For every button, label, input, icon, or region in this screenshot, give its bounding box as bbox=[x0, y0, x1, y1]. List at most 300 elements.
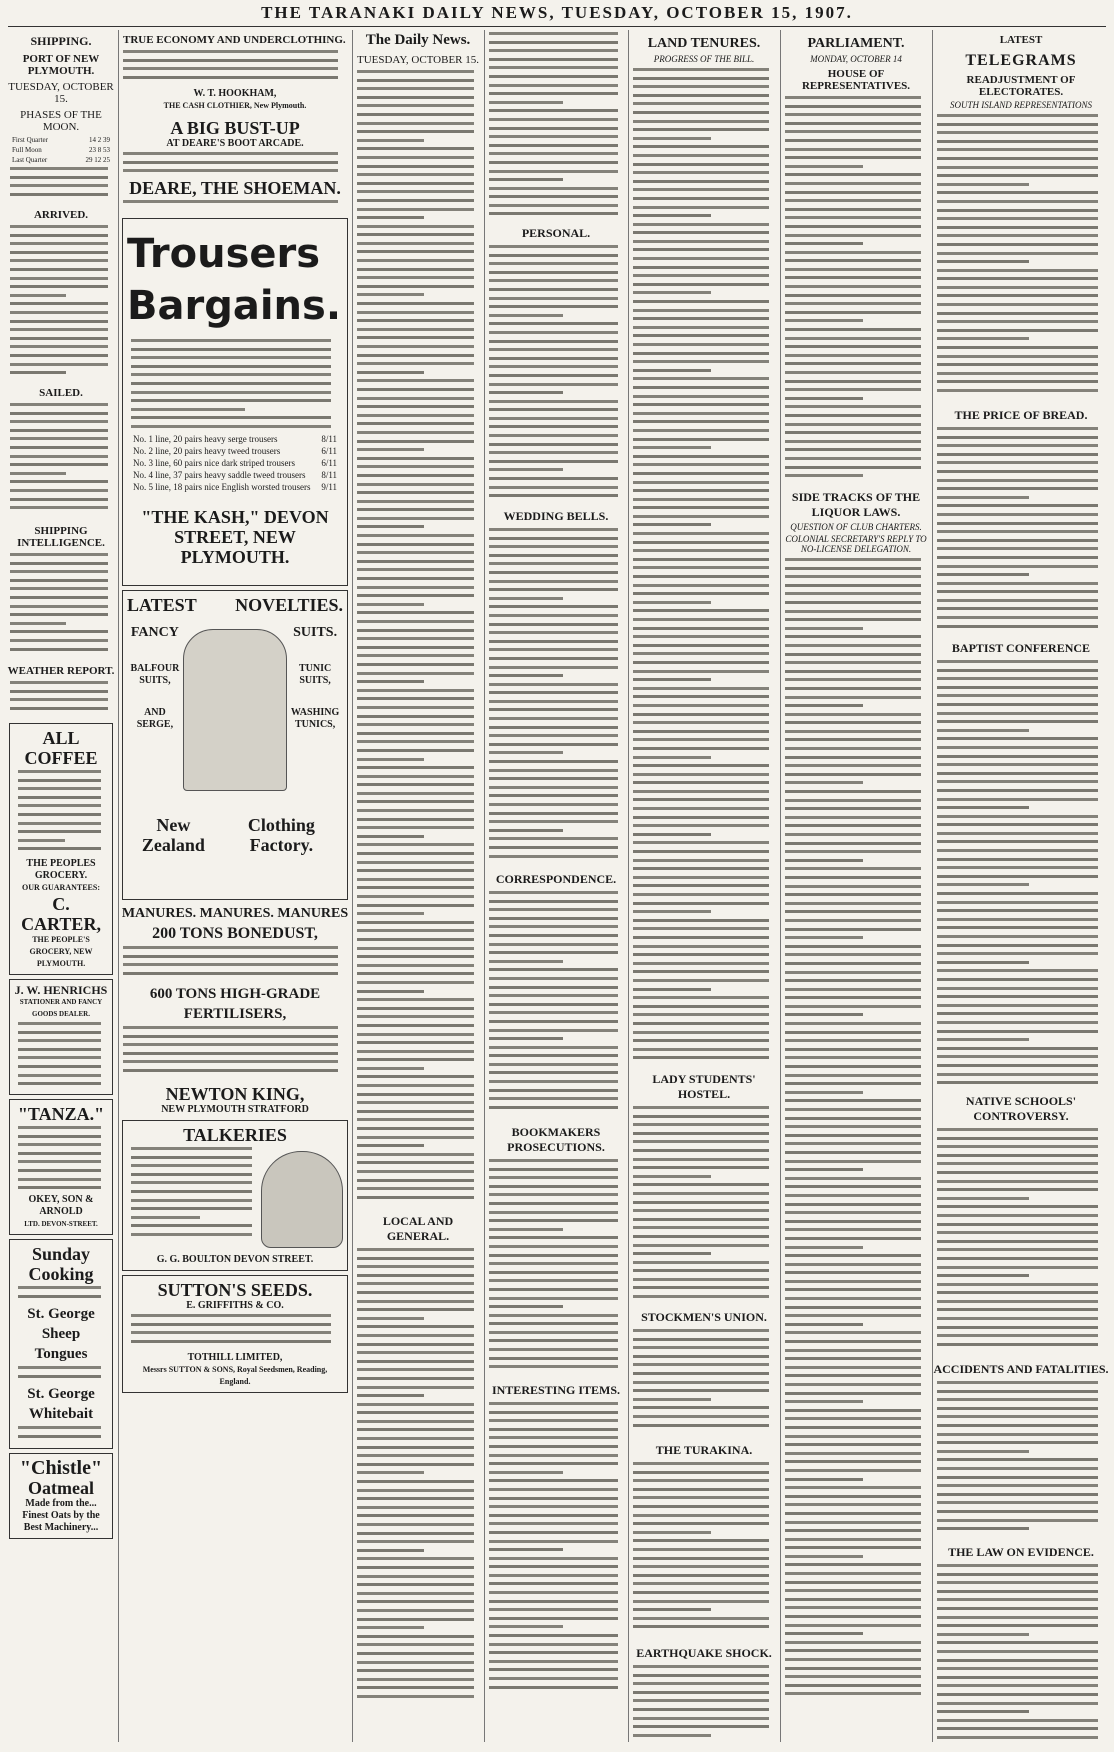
text-line bbox=[785, 779, 863, 788]
text-line bbox=[357, 687, 474, 696]
date-line: TUESDAY, OCTOBER 15. bbox=[8, 81, 114, 105]
text-line bbox=[785, 223, 921, 232]
text-line bbox=[633, 874, 769, 883]
text-line bbox=[489, 260, 618, 269]
text-line bbox=[489, 1623, 563, 1632]
text-line bbox=[785, 300, 921, 309]
text-line bbox=[633, 135, 711, 144]
text-line bbox=[10, 696, 108, 705]
text-line bbox=[357, 541, 474, 550]
text-line bbox=[357, 927, 474, 936]
oatmeal-title: Oatmeal bbox=[28, 1478, 94, 1498]
text-line bbox=[937, 215, 1098, 224]
text-line bbox=[633, 607, 769, 616]
text-line bbox=[489, 906, 618, 915]
text-line bbox=[489, 1243, 618, 1252]
text-line bbox=[10, 191, 108, 200]
text-line bbox=[633, 1259, 769, 1268]
text-line bbox=[785, 891, 921, 900]
text-line bbox=[489, 295, 618, 304]
text-line bbox=[785, 1364, 921, 1373]
text-line bbox=[937, 597, 1098, 606]
text-line bbox=[357, 1280, 474, 1289]
text-line bbox=[357, 317, 474, 326]
text-line bbox=[937, 459, 1098, 468]
text-line bbox=[489, 406, 618, 415]
text-line bbox=[633, 1353, 769, 1362]
text-line bbox=[131, 1179, 252, 1188]
text-line bbox=[131, 1312, 331, 1321]
text-line bbox=[489, 941, 618, 950]
text-line bbox=[937, 224, 1098, 233]
text-line bbox=[489, 458, 618, 467]
text-line bbox=[633, 1147, 769, 1156]
text-line bbox=[633, 307, 769, 316]
text-line bbox=[937, 605, 1098, 614]
body-text bbox=[629, 1104, 779, 1304]
text-line bbox=[489, 603, 618, 612]
text-line bbox=[937, 387, 1098, 396]
text-line bbox=[633, 126, 769, 135]
text-line bbox=[633, 719, 769, 728]
text-line bbox=[937, 1238, 1098, 1247]
text-line bbox=[357, 919, 474, 928]
text-line bbox=[937, 727, 1029, 736]
text-line bbox=[633, 83, 769, 92]
text-line bbox=[633, 1037, 769, 1046]
text-line bbox=[357, 231, 474, 240]
body-text bbox=[933, 112, 1109, 402]
text-line bbox=[937, 353, 1098, 362]
text-line bbox=[357, 661, 474, 670]
text-line bbox=[489, 116, 618, 125]
text-line bbox=[489, 338, 618, 347]
text-line bbox=[489, 277, 618, 286]
text-line bbox=[633, 143, 769, 152]
text-line bbox=[785, 1433, 921, 1442]
text-line bbox=[937, 425, 1098, 434]
text-line bbox=[633, 1199, 769, 1208]
text-line bbox=[633, 1361, 769, 1370]
evidence-heading: THE LAW ON EVIDENCE. bbox=[948, 1545, 1094, 1559]
text-line bbox=[633, 547, 769, 556]
text-line bbox=[357, 979, 474, 988]
text-line bbox=[357, 945, 474, 954]
text-line bbox=[489, 484, 618, 493]
text-line bbox=[785, 728, 921, 737]
text-line bbox=[785, 412, 921, 421]
text-line bbox=[633, 436, 769, 445]
text-line bbox=[937, 477, 1098, 486]
text-line bbox=[937, 1126, 1098, 1135]
text-line bbox=[131, 346, 331, 355]
text-line bbox=[10, 401, 108, 410]
text-line bbox=[937, 1341, 1098, 1350]
text-line bbox=[633, 582, 769, 591]
text-line bbox=[18, 1072, 101, 1081]
text-line bbox=[131, 1214, 200, 1223]
text-line bbox=[633, 1387, 769, 1396]
text-line bbox=[357, 867, 474, 876]
text-line bbox=[937, 494, 1029, 503]
text-line bbox=[633, 92, 769, 101]
text-line bbox=[785, 189, 921, 198]
text-line bbox=[357, 309, 474, 318]
text-line bbox=[633, 1003, 769, 1012]
text-line bbox=[633, 246, 769, 255]
text-line bbox=[489, 1027, 618, 1036]
text-line bbox=[785, 822, 921, 831]
text-line bbox=[785, 1063, 921, 1072]
text-line bbox=[10, 343, 108, 352]
text-line bbox=[489, 1295, 618, 1304]
text-line bbox=[633, 169, 769, 178]
text-line bbox=[18, 1293, 101, 1302]
text-line bbox=[489, 784, 618, 793]
text-line bbox=[785, 1072, 921, 1081]
text-line bbox=[633, 754, 711, 763]
text-line bbox=[357, 1667, 474, 1676]
body-text bbox=[485, 1400, 627, 1700]
text-line bbox=[937, 1195, 1029, 1204]
text-line bbox=[633, 470, 769, 479]
chistle-title: "Chistle" bbox=[19, 1457, 103, 1479]
text-line bbox=[18, 802, 101, 811]
text-line bbox=[937, 744, 1098, 753]
okey-sub: LTD. DEVON-STREET. bbox=[24, 1220, 98, 1228]
text-line bbox=[10, 232, 108, 241]
text-line bbox=[357, 1590, 474, 1599]
text-line bbox=[937, 1508, 1098, 1517]
text-line bbox=[123, 65, 338, 74]
text-line bbox=[131, 1222, 252, 1231]
text-line bbox=[357, 395, 474, 404]
text-line bbox=[937, 1010, 1098, 1019]
text-line bbox=[937, 1717, 1098, 1726]
accidents-heading: ACCIDENTS AND FATALITIES. bbox=[933, 1362, 1109, 1376]
text-line bbox=[633, 1020, 769, 1029]
text-line bbox=[357, 1082, 474, 1091]
text-line bbox=[785, 1209, 921, 1218]
body-text bbox=[14, 1020, 108, 1090]
text-line bbox=[357, 678, 424, 687]
text-line bbox=[937, 284, 1098, 293]
text-line bbox=[489, 552, 618, 561]
text-line bbox=[937, 623, 1098, 632]
text-line bbox=[357, 1358, 474, 1367]
text-line bbox=[489, 1044, 618, 1053]
tanza-ad bbox=[9, 1099, 113, 1235]
carter-sub: THE PEOPLE'S GROCERY, NEW PLYMOUTH. bbox=[29, 935, 93, 968]
body-text bbox=[353, 68, 483, 1208]
text-line bbox=[633, 487, 769, 496]
text-line bbox=[489, 1260, 618, 1269]
text-line bbox=[937, 1062, 1098, 1071]
text-line bbox=[357, 334, 474, 343]
made-from: Made from the... Finest Oats by the Best Machinery... bbox=[22, 1498, 100, 1533]
text-line bbox=[785, 616, 921, 625]
text-line bbox=[937, 1517, 1098, 1526]
text-line bbox=[489, 441, 618, 450]
text-line bbox=[10, 240, 108, 249]
text-line bbox=[633, 650, 769, 659]
text-line bbox=[785, 1218, 921, 1227]
text-line bbox=[633, 315, 769, 324]
text-line bbox=[937, 301, 1098, 310]
text-line bbox=[937, 692, 1098, 701]
text-line bbox=[489, 398, 618, 407]
side-tracks-heading: SIDE TRACKS OF THE LIQUOR LAWS. bbox=[791, 490, 921, 519]
text-line bbox=[357, 1564, 474, 1573]
text-line bbox=[357, 1073, 474, 1082]
text-line bbox=[131, 363, 331, 372]
text-line bbox=[10, 369, 66, 378]
text-line bbox=[785, 1450, 921, 1459]
text-line bbox=[785, 573, 921, 582]
text-line bbox=[633, 676, 711, 685]
text-line bbox=[489, 1183, 618, 1192]
text-line bbox=[633, 539, 769, 548]
text-line bbox=[357, 962, 474, 971]
text-line bbox=[357, 1246, 474, 1255]
text-line bbox=[489, 64, 618, 73]
text-line bbox=[357, 1676, 474, 1685]
text-line bbox=[357, 197, 474, 206]
text-line bbox=[785, 1338, 921, 1347]
text-line bbox=[357, 94, 474, 103]
text-line bbox=[633, 1276, 769, 1285]
text-line bbox=[785, 146, 921, 155]
text-line bbox=[10, 679, 108, 688]
text-line bbox=[489, 466, 563, 475]
text-line bbox=[123, 1067, 338, 1076]
text-line bbox=[18, 837, 65, 846]
text-line bbox=[937, 830, 1098, 839]
text-line bbox=[937, 1439, 1098, 1448]
text-line bbox=[785, 711, 921, 720]
text-line bbox=[633, 367, 711, 376]
text-line bbox=[489, 1277, 618, 1286]
text-line bbox=[489, 612, 618, 621]
text-line bbox=[785, 283, 921, 292]
text-line bbox=[489, 932, 618, 941]
text-line bbox=[357, 489, 474, 498]
text-line bbox=[937, 1525, 1029, 1534]
text-line bbox=[489, 1426, 618, 1435]
text-line bbox=[489, 1486, 618, 1495]
text-line bbox=[10, 620, 66, 629]
text-line bbox=[633, 1606, 711, 1615]
text-line bbox=[357, 1538, 474, 1547]
text-line bbox=[489, 99, 563, 108]
text-line bbox=[489, 767, 618, 776]
text-line bbox=[489, 775, 618, 784]
text-line bbox=[633, 1173, 711, 1182]
text-line bbox=[937, 1229, 1098, 1238]
text-line bbox=[785, 1372, 921, 1381]
text-line bbox=[357, 163, 474, 172]
text-line bbox=[357, 893, 474, 902]
text-line bbox=[937, 528, 1098, 537]
text-line bbox=[357, 730, 474, 739]
text-line bbox=[937, 856, 1098, 865]
text-line bbox=[489, 90, 618, 99]
text-line bbox=[785, 257, 921, 266]
text-line bbox=[937, 658, 1098, 667]
editorial-heading: The Daily News. bbox=[365, 32, 471, 48]
text-line bbox=[10, 461, 108, 470]
text-line bbox=[357, 850, 474, 859]
text-line bbox=[937, 361, 1098, 370]
text-line bbox=[633, 418, 769, 427]
text-line bbox=[785, 917, 921, 926]
text-line bbox=[357, 214, 424, 223]
text-line bbox=[10, 496, 108, 505]
text-line bbox=[131, 371, 331, 380]
text-line bbox=[785, 1467, 921, 1476]
text-line bbox=[357, 738, 474, 747]
text-line bbox=[785, 1630, 863, 1639]
progress-subhead: PROGRESS OF THE BILL. bbox=[653, 54, 755, 64]
text-line bbox=[785, 1261, 921, 1270]
text-line bbox=[633, 521, 711, 530]
text-line bbox=[357, 1048, 474, 1057]
text-line bbox=[489, 1226, 563, 1235]
text-line bbox=[633, 453, 769, 462]
text-line bbox=[357, 1461, 474, 1470]
masthead: THE TARANAKI DAILY NEWS, TUESDAY, OCTOBER 15, 1907. bbox=[261, 3, 853, 22]
body-text bbox=[119, 1024, 351, 1084]
text-line bbox=[633, 900, 769, 909]
text-line bbox=[357, 1650, 474, 1659]
text-line bbox=[633, 1396, 711, 1405]
text-line bbox=[489, 449, 618, 458]
text-line bbox=[18, 777, 101, 786]
text-line bbox=[633, 925, 769, 934]
text-line bbox=[633, 762, 769, 771]
text-line bbox=[937, 1562, 1098, 1571]
text-line bbox=[937, 993, 1098, 1002]
text-line bbox=[937, 588, 1098, 597]
text-line bbox=[10, 361, 108, 370]
text-line bbox=[357, 102, 474, 111]
text-line bbox=[633, 1242, 769, 1251]
text-line bbox=[785, 171, 921, 180]
edison-portrait bbox=[261, 1151, 343, 1248]
text-line bbox=[785, 163, 863, 172]
text-line bbox=[489, 749, 563, 758]
trouser-row: No. 1 line, 20 pairs heavy serge trousers 8/11 bbox=[133, 434, 337, 444]
text-line bbox=[785, 762, 921, 771]
text-line bbox=[489, 1303, 563, 1312]
text-line bbox=[937, 580, 1098, 589]
text-line bbox=[937, 735, 1098, 744]
telegrams-heading: TELEGRAMS bbox=[965, 52, 1077, 69]
text-line bbox=[633, 281, 769, 290]
text-line bbox=[633, 839, 769, 848]
text-line bbox=[10, 444, 108, 453]
newton-sub: NEW PLYMOUTH STRATFORD bbox=[161, 1104, 309, 1115]
house-heading: HOUSE OF REPRESENTATIVES. bbox=[801, 68, 911, 92]
text-line bbox=[937, 933, 1098, 942]
turakina-heading: THE TURAKINA. bbox=[655, 1443, 753, 1457]
text-line bbox=[489, 621, 618, 630]
text-line bbox=[489, 142, 618, 151]
text-line bbox=[357, 704, 474, 713]
text-line bbox=[633, 324, 769, 333]
text-line bbox=[937, 1002, 1098, 1011]
text-line bbox=[937, 1499, 1098, 1508]
correspondence-heading: CORRESPONDENCE. bbox=[495, 872, 617, 886]
newton-name: NEWTON KING, bbox=[165, 1084, 305, 1104]
text-line bbox=[357, 180, 474, 189]
text-line bbox=[937, 787, 1098, 796]
column-editorial bbox=[352, 30, 483, 1742]
text-line bbox=[785, 1501, 921, 1510]
readjustment-heading: READJUSTMENT OF ELECTORATES. bbox=[966, 74, 1076, 98]
text-line bbox=[633, 625, 769, 634]
text-line bbox=[357, 1013, 474, 1022]
text-line bbox=[18, 820, 101, 829]
text-line bbox=[633, 1615, 769, 1624]
text-line bbox=[633, 1250, 711, 1259]
text-line bbox=[785, 1665, 921, 1674]
tunic-label: TUNIC SUITS, bbox=[298, 663, 332, 686]
text-line bbox=[785, 94, 921, 103]
text-line bbox=[357, 566, 474, 575]
text-line bbox=[489, 176, 563, 185]
body-text bbox=[781, 556, 931, 1706]
text-line bbox=[489, 689, 618, 698]
moon-row: Full Moon 23 8 53 bbox=[12, 146, 110, 154]
text-line bbox=[937, 1431, 1098, 1440]
text-line bbox=[937, 571, 1029, 580]
text-line bbox=[18, 1046, 101, 1055]
text-line bbox=[489, 30, 618, 39]
text-line bbox=[633, 1422, 769, 1431]
text-line bbox=[489, 638, 618, 647]
text-line bbox=[10, 326, 108, 335]
text-line bbox=[123, 970, 338, 979]
trouser-row: No. 5 line, 18 pairs nice English worsted trousers 9/11 bbox=[133, 482, 337, 492]
text-line bbox=[937, 1474, 1098, 1483]
text-line bbox=[633, 779, 769, 788]
text-line bbox=[357, 988, 424, 997]
text-line bbox=[937, 1272, 1029, 1281]
local-general-heading: LOCAL AND GENERAL. bbox=[382, 1214, 454, 1243]
text-line bbox=[10, 318, 108, 327]
masthead-rule bbox=[8, 26, 1106, 27]
text-line bbox=[785, 908, 921, 917]
text-line bbox=[489, 1252, 618, 1261]
text-line bbox=[633, 1715, 769, 1724]
text-line bbox=[357, 266, 474, 275]
text-line bbox=[489, 1658, 618, 1667]
text-line bbox=[633, 702, 769, 711]
text-line bbox=[633, 943, 769, 952]
text-line bbox=[357, 455, 474, 464]
body-text bbox=[933, 658, 1109, 1088]
text-line bbox=[937, 667, 1098, 676]
column-land bbox=[628, 30, 779, 1742]
text-line bbox=[489, 526, 618, 535]
text-line bbox=[785, 128, 921, 137]
question-subhead: QUESTION OF CLUB CHARTERS. bbox=[790, 522, 922, 532]
text-line bbox=[633, 556, 769, 565]
text-line bbox=[785, 788, 921, 797]
text-line bbox=[357, 386, 474, 395]
fancy-label: FANCY bbox=[130, 625, 179, 640]
